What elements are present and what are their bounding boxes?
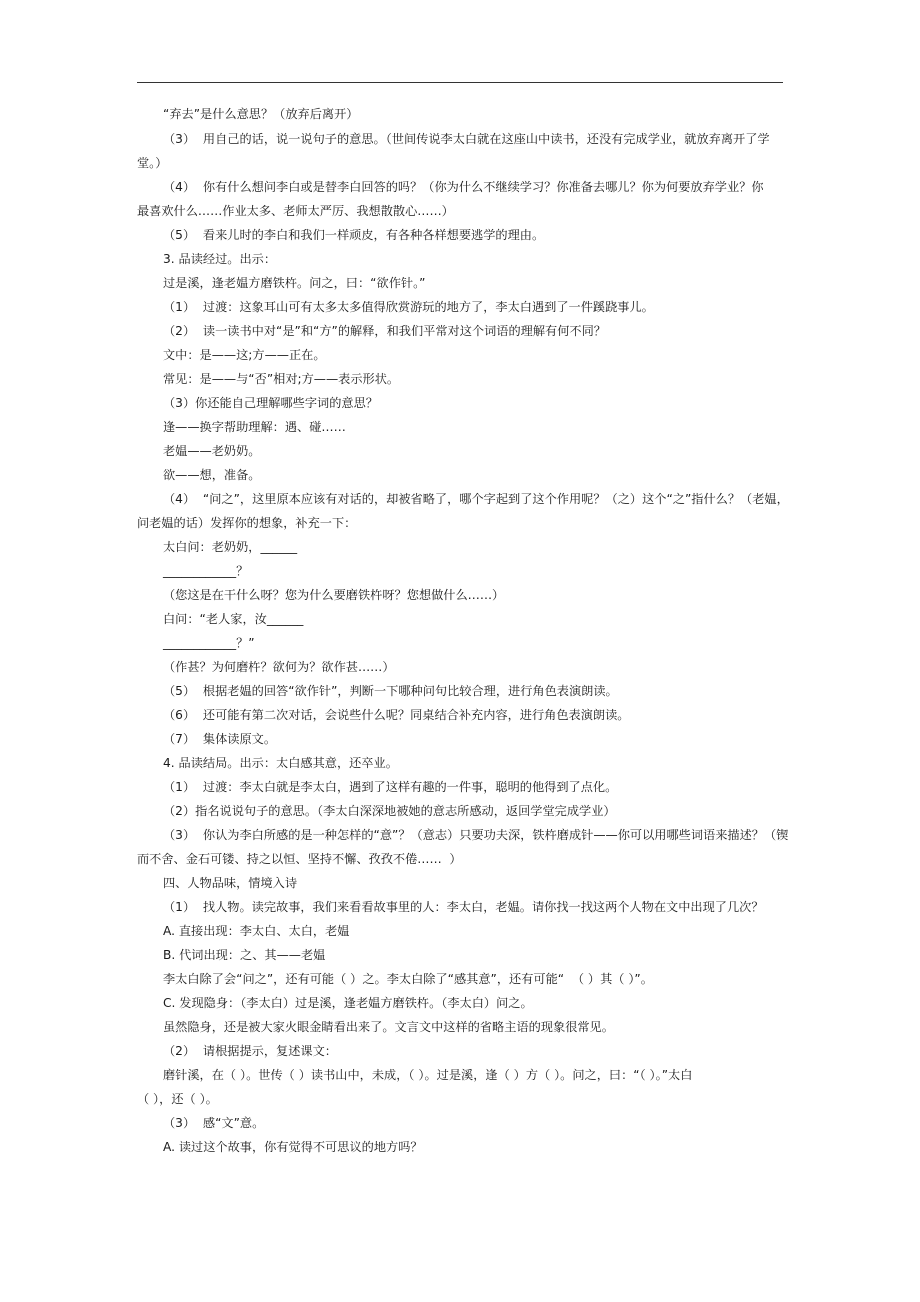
text-line: 过是溪，逢老媪方磨铁杵。问之，曰：“欲作针。”: [163, 276, 426, 290]
text-line: 文中：是——这;方——正在。: [163, 348, 326, 362]
text-line: 老媪——老奶奶。: [163, 444, 261, 458]
text-line: （3） 用自己的话，说一说句子的意思。（世间传说李太白就在这座山中读书，还没有完成学业，就放弃离开了学: [163, 132, 770, 146]
text-line: 堂。）: [137, 156, 168, 170]
text-line: （6） 还可能有第二次对话，会说些什么呢？同桌结合补充内容，进行角色表演朗读。: [163, 708, 630, 722]
text-line: （2） 请根据提示，复述课文：: [163, 1044, 337, 1058]
text-line: （3） 你认为李白所感的是一种怎样的“意”？（意志）只要功夫深，铁杵磨成针——你可以用哪些词语来描述？（锲: [163, 828, 789, 842]
text-line: A. 直接出现：李太白、太白，老媪: [163, 924, 350, 938]
text-line: 太白问：老奶奶，______: [163, 540, 298, 554]
text-line: （3）你还能自己理解哪些字词的意思？: [163, 396, 378, 410]
text-line: （7） 集体读原文。: [163, 732, 277, 746]
text-line: 问老媪的话）发挥你的想象，补充一下：: [137, 516, 357, 530]
text-line: （2） 读一读书中对“是”和“方”的解释，和我们平常对这个词语的理解有何不同？: [163, 324, 606, 338]
text-line: 磨针溪，在（ ）。世传（ ）读书山中，未成，（ ）。过是溪，逢（ ）方（ ）。问之，曰：“（ ）。”太白: [163, 1068, 693, 1082]
text-line: （您这是在干什么呀？您为什么要磨铁杵呀？您想做什么……）: [163, 588, 505, 602]
text-line: 逢——换字帮助理解：遇、碰……: [163, 420, 346, 434]
header-rule: [137, 82, 783, 83]
text-line: ____________？: [163, 564, 249, 578]
text-line: 而不舍、金石可镂、持之以恒、坚持不懈、孜孜不倦…… ）: [137, 852, 462, 866]
text-line: 欲——想，准备。: [163, 468, 261, 482]
text-line: （1） 过渡：这象耳山可有太多太多值得欣赏游玩的地方了，李太白遇到了一件蹊跷事儿。: [163, 300, 654, 314]
text-line: （1） 找人物。读完故事，我们来看看故事里的人：李太白，老媪。请你找一找这两个人物在文中出现了几次？: [163, 900, 764, 914]
text-line: 4. 品读结局。出示：太白感其意，还卒业。: [163, 756, 398, 770]
text-line: B. 代词出现：之、其——老媪: [163, 948, 326, 962]
text-line: （4） “问之”，这里原本应该有对话的，却被省略了，哪个字起到了这个作用呢？（之）这个“之”指什么？（老媪，: [163, 492, 789, 506]
text-line: 虽然隐身，还是被大家火眼金睛看出来了。文言文中这样的省略主语的现象很常见。: [163, 1020, 614, 1034]
text-line: （5） 根据老媪的回答“欲作针”，判断一下哪种问句比较合理，进行角色表演朗读。: [163, 684, 618, 698]
text-line: 白问：“老人家，汝______: [163, 612, 304, 626]
text-line: 3. 品读经过。出示：: [163, 252, 277, 266]
text-line: “弃去”是什么意思？（放弃后离开）: [163, 107, 359, 121]
text-line: A. 读过这个故事，你有觉得不可思议的地方吗？: [163, 1140, 423, 1154]
text-line: （2）指名说说句子的意思。（李太白深深地被她的意志所感动，返回学堂完成学业）: [163, 804, 616, 818]
text-line: （1） 过渡：李太白就是李太白，遇到了这样有趣的一件事，聪明的他得到了点化。: [163, 780, 618, 794]
text-line: 四、人物品味，情境入诗: [163, 876, 298, 890]
text-line: 最喜欢什么……作业太多、老师太严厉、我想散散心……）: [137, 204, 454, 218]
text-line: 常见：是——与“否”相对;方——表示形状。: [163, 372, 400, 386]
text-line: ____________？”: [163, 636, 255, 650]
text-line: 李太白除了会“问之”，还有可能（ ）之。李太白除了“感其意”，还有可能“ （ ）其（ ）”。: [163, 972, 653, 986]
text-line: （3） 感“文”意。: [163, 1116, 265, 1130]
text-line: （5） 看来儿时的李白和我们一样顽皮，有各种各样想要逃学的理由。: [163, 228, 545, 242]
text-line: （4） 你有什么想问李白或是替李白回答的吗？（你为什么不继续学习？你准备去哪儿？你为何要放弃学业？你: [163, 180, 764, 194]
text-line: C. 发现隐身：（李太白）过是溪，逢老媪方磨铁杵。（李太白）问之。: [163, 996, 533, 1010]
text-line: （作甚？为何磨杵？欲何为？欲作甚……）: [163, 660, 395, 674]
text-line: （ ），还（ ）。: [137, 1092, 218, 1106]
